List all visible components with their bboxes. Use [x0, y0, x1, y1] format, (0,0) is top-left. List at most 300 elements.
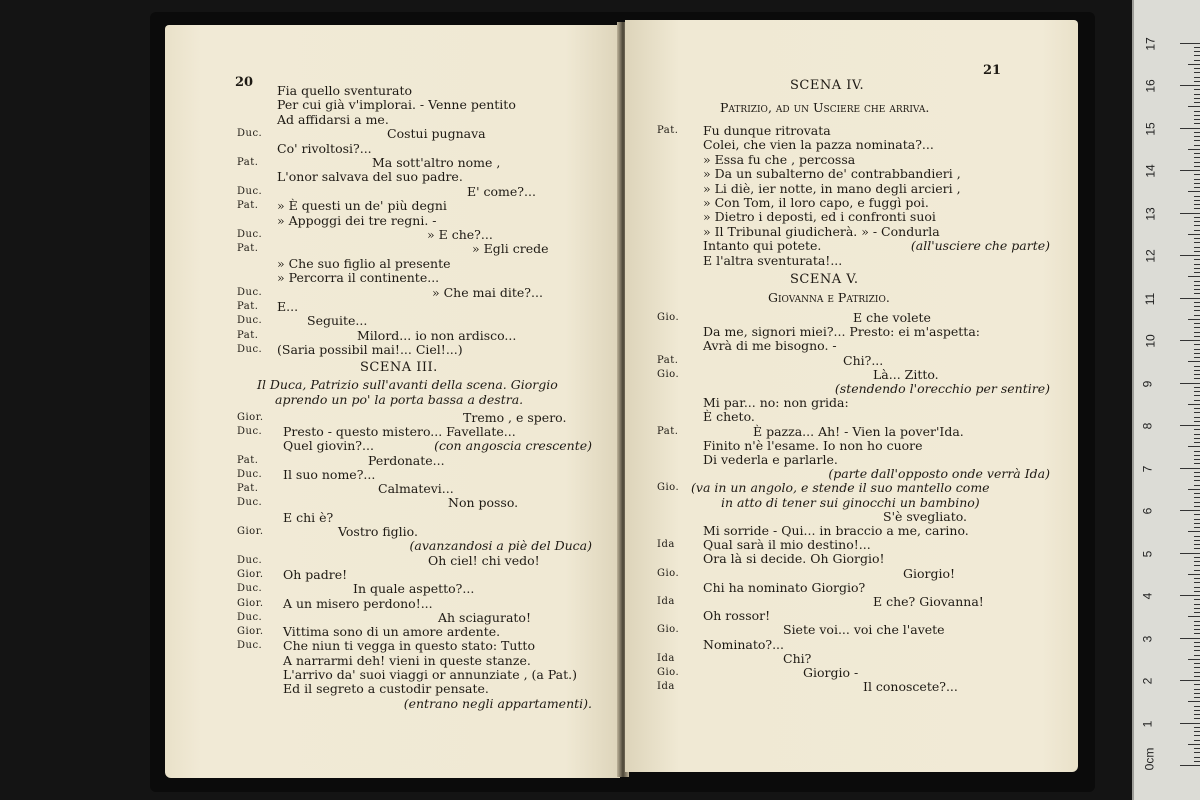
ruler-tick: [1194, 497, 1200, 498]
ruler-tick: [1194, 689, 1200, 690]
left-speaker: Duc.: [237, 344, 263, 356]
ruler-tick: [1194, 374, 1200, 375]
ruler-tick: [1180, 85, 1200, 86]
ruler-tick: [1194, 157, 1200, 158]
ruler-tick: [1194, 536, 1200, 537]
measuring-ruler: [1132, 0, 1200, 800]
ruler-tick: [1194, 672, 1200, 673]
right2-line: S'è svegliato.: [883, 508, 967, 524]
ruler-tick: [1194, 187, 1200, 188]
ruler-tick: [1194, 310, 1200, 311]
ruler-tick: [1194, 451, 1200, 452]
left-line: » Appoggi dei tre regni. -: [277, 212, 437, 228]
ruler-tick: [1194, 183, 1200, 184]
right2-line: E che volete: [853, 310, 931, 325]
ruler-tick: [1188, 276, 1200, 277]
ruler-tick: [1194, 370, 1200, 371]
right2-speaker: Gio.: [657, 482, 680, 494]
left-line: » Che mai dite?...: [432, 284, 543, 300]
ruler-tick: [1194, 162, 1200, 163]
ruler-tick: [1194, 140, 1200, 141]
ruler-tick: [1194, 676, 1200, 677]
left-line: » Egli crede: [472, 241, 549, 257]
left-line: (Saria possibil mai!... Ciel!...): [277, 342, 463, 358]
right2-speaker: Gio.: [657, 624, 680, 636]
left-speaker: Pat.: [237, 243, 259, 255]
ruler-tick: [1194, 642, 1200, 643]
right-line: » Da un subalterno de' contrabbandieri ,: [703, 166, 961, 182]
ruler-tick: [1188, 531, 1200, 532]
right2-line: Il conoscete?...: [863, 679, 958, 695]
left2-line: Calmatevi...: [378, 481, 454, 497]
left2-stage-note: (avanzandosi a piè del Duca): [409, 538, 592, 554]
left-speaker: Duc.: [237, 229, 263, 240]
ruler-tick: [1194, 98, 1200, 99]
ruler-tick: [1194, 608, 1200, 609]
ruler-tick: [1194, 650, 1200, 651]
ruler-tick: [1194, 693, 1200, 694]
ruler-number: 11: [1143, 292, 1158, 305]
ruler-tick: [1188, 191, 1200, 192]
ruler-tick: [1194, 166, 1200, 167]
ruler-tick: [1194, 434, 1200, 435]
right2-line: Di vederla e parlarle.: [703, 452, 838, 467]
ruler-tick: [1194, 523, 1200, 524]
scene-five-subheading: Giovanna e Patrizio.: [768, 290, 890, 305]
left2-line: Presto - questo mistero... Favellate...: [283, 423, 516, 439]
ruler-tick: [1188, 404, 1200, 405]
left-line: » Che suo figlio al presente: [277, 255, 451, 271]
right2-line: Da me, signori miei?... Presto: ei m'aspetta:: [703, 324, 980, 340]
ruler-tick: [1194, 438, 1200, 439]
ruler-tick: [1194, 395, 1200, 396]
ruler-tick: [1194, 646, 1200, 647]
left2-line: In quale aspetto?...: [353, 581, 475, 597]
right-line: » Con Tom, il loro capo, e fuggì poi.: [703, 195, 929, 210]
right2-line: Chi?...: [843, 352, 884, 368]
right2-speaker: Gio.: [657, 312, 680, 323]
ruler-tick: [1194, 476, 1200, 477]
left-page: [165, 25, 620, 778]
ruler-tick: [1194, 332, 1200, 333]
left2-line: Il suo nome?...: [283, 466, 376, 482]
ruler-tick: [1194, 115, 1200, 116]
ruler-tick: [1180, 765, 1200, 766]
left2-line: Non posso.: [448, 495, 519, 511]
left2-speaker: Gior.: [237, 626, 264, 638]
left2-stage-note: (con angoscia crescente): [434, 438, 592, 454]
ruler-tick: [1194, 153, 1200, 154]
left-speaker: Duc.: [237, 185, 263, 197]
right2-line: È pazza... Ah! - Vien la pover'Ida.: [753, 423, 964, 439]
left2-speaker: Duc.: [237, 468, 263, 480]
right2-speaker: Gio.: [657, 567, 680, 579]
left2-line: Che niun ti vegga in questo stato: Tutto: [283, 638, 535, 654]
ruler-tick: [1194, 217, 1200, 218]
ruler-number: 4: [1140, 592, 1155, 600]
ruler-tick: [1194, 757, 1200, 758]
ruler-tick: [1194, 502, 1200, 503]
left2-line: Ah sciagurato!: [438, 609, 531, 625]
left-line: Ma sott'altro nome ,: [372, 155, 501, 170]
left-line: L'onor salvava del suo padre.: [277, 169, 463, 185]
ruler-tick: [1194, 94, 1200, 95]
ruler-tick: [1194, 412, 1200, 413]
ruler-tick: [1194, 417, 1200, 418]
ruler-tick: [1194, 684, 1200, 685]
ruler-tick: [1194, 391, 1200, 392]
ruler-tick: [1194, 400, 1200, 401]
ruler-tick: [1194, 587, 1200, 588]
ruler-tick: [1194, 455, 1200, 456]
ruler-tick: [1194, 387, 1200, 388]
ruler-tick: [1180, 425, 1200, 426]
ruler-tick: [1188, 574, 1200, 575]
ruler-tick: [1194, 111, 1200, 112]
left2-speaker: Gior.: [237, 568, 264, 580]
ruler-number: 3: [1140, 635, 1155, 642]
ruler-number: 13: [1143, 206, 1158, 221]
left-speaker: Pat.: [237, 301, 259, 312]
scene-three-stage-direction: Il Duca, Patrizio sull'avanti della scena. Giorgio: [257, 376, 558, 392]
right2-speaker: Ida: [657, 596, 675, 607]
ruler-tick: [1194, 208, 1200, 209]
left-line: » Percorra il continente...: [277, 270, 440, 286]
right2-line: Siete voi... voi che l'avete: [783, 622, 945, 638]
left2-speaker: Gior.: [237, 411, 264, 423]
ruler-tick: [1194, 570, 1200, 571]
ruler-tick: [1194, 302, 1200, 303]
right-page-number: 21: [983, 63, 1002, 78]
left-line: Seguite...: [307, 313, 368, 329]
ruler-tick: [1194, 752, 1200, 753]
ruler-tick: [1194, 710, 1200, 711]
ruler-tick: [1188, 616, 1200, 617]
right2-speaker: Ida: [657, 681, 675, 693]
ruler-tick: [1194, 323, 1200, 324]
ruler-tick: [1194, 204, 1200, 205]
ruler-number: 5: [1140, 550, 1155, 557]
ruler-tick: [1194, 281, 1200, 282]
ruler-tick: [1188, 361, 1200, 362]
right-line: Intanto qui potete.: [703, 238, 822, 254]
left-line: Fia quello sventurato: [277, 83, 413, 98]
left2-line: A un misero perdono!...: [283, 595, 433, 611]
ruler-tick: [1194, 506, 1200, 507]
ruler-tick: [1194, 353, 1200, 354]
right-line: E l'altra sventurata!...: [703, 252, 843, 268]
ruler-tick: [1180, 170, 1200, 171]
ruler-tick: [1194, 81, 1200, 82]
right2-line: Avrà di me bisogno. -: [703, 338, 837, 354]
ruler-tick: [1194, 357, 1200, 358]
ruler-tick: [1188, 701, 1200, 702]
ruler-tick: [1194, 761, 1200, 762]
ruler-number: 1: [1140, 720, 1155, 727]
ruler-tick: [1194, 344, 1200, 345]
ruler-tick: [1194, 102, 1200, 103]
ruler-tick: [1194, 519, 1200, 520]
ruler-number: 12: [1143, 249, 1158, 263]
ruler-tick: [1180, 383, 1200, 384]
left2-line: E chi è?: [283, 509, 334, 525]
left2-speaker: Duc.: [237, 497, 263, 509]
ruler-tick: [1194, 366, 1200, 367]
ruler-tick: [1194, 527, 1200, 528]
right2-line: Qual sarà il mio destino!...: [703, 537, 871, 553]
ruler-unit-label: 0cm: [1142, 747, 1157, 771]
right-line: Colei, che vien la pazza nominata?...: [703, 137, 934, 153]
ruler-tick: [1180, 213, 1200, 214]
ruler-tick: [1180, 298, 1200, 299]
ruler-tick: [1194, 89, 1200, 90]
ruler-tick: [1188, 149, 1200, 150]
left2-line: Tremo , e spero.: [463, 409, 567, 425]
right-line: » Il Tribunal giudicherà. » - Condurla: [703, 223, 940, 239]
ruler-tick: [1194, 731, 1200, 732]
left-speaker: Duc.: [237, 315, 263, 327]
ruler-tick: [1194, 230, 1200, 231]
scene-four-heading: SCENA IV.: [790, 78, 865, 93]
ruler-tick: [1194, 480, 1200, 481]
left-speaker: Duc.: [237, 286, 263, 298]
ruler-tick: [1194, 238, 1200, 239]
ruler-tick: [1194, 633, 1200, 634]
ruler-tick: [1194, 123, 1200, 124]
ruler-tick: [1194, 663, 1200, 664]
left2-line: Ed il segreto a custodir pensate.: [283, 681, 489, 697]
ruler-tick: [1194, 625, 1200, 626]
left-line: E...: [277, 299, 299, 314]
right-line: » Essa fu che , percossa: [703, 151, 856, 167]
ruler-tick: [1194, 557, 1200, 558]
ruler-tick: [1194, 221, 1200, 222]
ruler-number: 6: [1140, 507, 1155, 515]
left2-speaker: Gior.: [237, 526, 264, 537]
ruler-tick: [1194, 591, 1200, 592]
ruler-tick: [1188, 659, 1200, 660]
ruler-tick: [1188, 446, 1200, 447]
ruler-tick: [1194, 565, 1200, 566]
right-line: » Li diè, ier notte, in mano degli arcieri ,: [703, 180, 961, 196]
ruler-tick: [1194, 60, 1200, 61]
ruler-tick: [1194, 315, 1200, 316]
left2-line: Oh ciel! chi vedo!: [428, 552, 540, 568]
ruler-tick: [1194, 718, 1200, 719]
ruler-number: 9: [1140, 380, 1155, 387]
ruler-tick: [1194, 179, 1200, 180]
ruler-tick: [1194, 55, 1200, 56]
ruler-tick: [1194, 336, 1200, 337]
left-line: Co' rivoltosi?...: [277, 140, 372, 156]
right2-line: Là... Zitto.: [873, 366, 939, 382]
ruler-tick: [1194, 629, 1200, 630]
right2-line: Finito n'è l'esame. Io non ho cuore: [703, 437, 923, 453]
ruler-tick: [1194, 604, 1200, 605]
ruler-tick: [1194, 493, 1200, 494]
ruler-tick: [1188, 106, 1200, 107]
right2-stage-note: (stendendo l'orecchio per sentire): [834, 381, 1050, 396]
ruler-tick: [1194, 285, 1200, 286]
ruler-tick: [1180, 468, 1200, 469]
ruler-tick: [1194, 349, 1200, 350]
left2-speaker: Gior.: [237, 597, 264, 609]
ruler-tick: [1180, 553, 1200, 554]
ruler-number: 15: [1143, 121, 1158, 136]
ruler-tick: [1194, 272, 1200, 273]
left-speaker: Pat.: [237, 157, 259, 168]
right2-line: E che? Giovanna!: [873, 594, 984, 609]
ruler-tick: [1194, 200, 1200, 201]
ruler-tick: [1194, 378, 1200, 379]
ruler-tick: [1194, 77, 1200, 78]
left2-stage-note: (entrano negli appartamenti).: [403, 695, 592, 711]
right2-line: Oh rossor!: [703, 608, 771, 624]
right-page: [625, 20, 1078, 772]
right-line: Fu dunque ritrovata: [703, 123, 831, 138]
left-line: Milord... io non ardisco...: [357, 327, 517, 343]
ruler-tick: [1194, 174, 1200, 175]
ruler-number: 14: [1143, 164, 1158, 178]
ruler-tick: [1194, 578, 1200, 579]
left-speaker: Pat.: [237, 329, 259, 341]
ruler-tick: [1194, 582, 1200, 583]
left2-line: Quel giovin?...: [283, 438, 374, 454]
right2-line: Nominato?...: [703, 636, 784, 652]
right2-line: Giorgio!: [903, 565, 956, 581]
ruler-tick: [1194, 735, 1200, 736]
right2-speaker: Ida: [657, 652, 675, 664]
ruler-tick: [1194, 421, 1200, 422]
right2-line: in atto di tener sui ginocchi un bambino): [721, 494, 980, 510]
left2-speaker: Duc.: [237, 640, 263, 652]
ruler-tick: [1194, 544, 1200, 545]
ruler-tick: [1180, 510, 1200, 511]
ruler-tick: [1180, 340, 1200, 341]
ruler-tick: [1194, 740, 1200, 741]
right2-line: Mi sorride - Qui... in braccio a me, carino.: [703, 523, 969, 538]
right2-line: Chi?: [783, 650, 812, 666]
right2-line: È cheto.: [703, 409, 755, 425]
left2-line: A narrarmi deh! vieni in queste stanze.: [283, 652, 531, 668]
left-speaker: Pat.: [237, 200, 259, 212]
ruler-tick: [1194, 72, 1200, 73]
ruler-tick: [1194, 655, 1200, 656]
ruler-number: 7: [1140, 465, 1155, 472]
left2-speaker: Duc.: [237, 583, 263, 595]
ruler-tick: [1194, 459, 1200, 460]
left-line: E' come?...: [467, 183, 536, 199]
left-line: Costui pugnava: [387, 126, 486, 142]
ruler-tick: [1194, 561, 1200, 562]
ruler-number: 2: [1140, 677, 1155, 685]
ruler-tick: [1194, 621, 1200, 622]
left-line: » È questi un de' più degni: [277, 198, 447, 214]
left2-speaker: Duc.: [237, 425, 263, 437]
ruler-tick: [1194, 429, 1200, 430]
left-line: Ad affidarsi a me.: [277, 111, 389, 127]
ruler-tick: [1194, 289, 1200, 290]
ruler-tick: [1194, 548, 1200, 549]
right2-stage-note: (parte dall'opposto onde verrà Ida): [828, 466, 1050, 482]
ruler-tick: [1180, 43, 1200, 44]
left2-speaker: Pat.: [237, 454, 259, 466]
right2-speaker: Gio.: [657, 667, 680, 678]
ruler-tick: [1194, 408, 1200, 409]
ruler-tick: [1194, 306, 1200, 307]
ruler-tick: [1180, 255, 1200, 256]
ruler-tick: [1194, 68, 1200, 69]
ruler-tick: [1194, 145, 1200, 146]
ruler-tick: [1194, 268, 1200, 269]
right2-speaker: Ida: [657, 539, 675, 551]
left-line: » E che?...: [427, 227, 493, 242]
scene-three-stage-direction: aprendo un po' la porta bassa a destra.: [275, 391, 524, 407]
left2-speaker: Duc.: [237, 554, 263, 566]
ruler-tick: [1180, 638, 1200, 639]
ruler-tick: [1194, 485, 1200, 486]
ruler-number: 8: [1140, 422, 1155, 430]
ruler-tick: [1194, 225, 1200, 226]
ruler-number: 16: [1143, 79, 1158, 93]
scene-three-heading: SCENA III.: [360, 359, 438, 375]
right2-speaker: Pat.: [657, 354, 679, 366]
ruler-number: 17: [1143, 36, 1158, 51]
ruler-tick: [1194, 463, 1200, 464]
ruler-tick: [1180, 595, 1200, 596]
left-line: Per cui già v'implorai. - Venne pentito: [277, 97, 516, 113]
ruler-tick: [1194, 259, 1200, 260]
scene-four-subheading: Patrizio, ad un Usciere che arriva.: [720, 100, 930, 115]
ruler-tick: [1194, 612, 1200, 613]
ruler-number: 10: [1143, 334, 1158, 348]
right2-line: Chi ha nominato Giorgio?: [703, 579, 866, 595]
ruler-tick: [1194, 472, 1200, 473]
ruler-tick: [1194, 47, 1200, 48]
right2-line: Ora là si decide. Oh Giorgio!: [703, 551, 885, 567]
right2-line: (va in un angolo, e stende il suo mantello come: [691, 480, 990, 496]
ruler-tick: [1194, 599, 1200, 600]
ruler-tick: [1188, 64, 1200, 65]
ruler-tick: [1194, 327, 1200, 328]
right-stage-note: (all'usciere che parte): [910, 238, 1050, 254]
ruler-tick: [1194, 247, 1200, 248]
ruler-tick: [1180, 680, 1200, 681]
ruler-tick: [1194, 132, 1200, 133]
left2-line: Vittima sono di un amore ardente.: [283, 624, 501, 640]
ruler-tick: [1188, 234, 1200, 235]
ruler-tick: [1194, 697, 1200, 698]
ruler-tick: [1194, 251, 1200, 252]
right-speaker: Pat.: [657, 125, 679, 136]
left-speaker: Duc.: [237, 128, 263, 140]
scene-five-heading: SCENA V.: [790, 272, 859, 287]
left2-line: Perdonate...: [368, 452, 445, 468]
ruler-tick: [1194, 540, 1200, 541]
left2-speaker: Duc.: [237, 611, 263, 623]
left-page-number: 20: [235, 75, 254, 90]
ruler-tick: [1194, 196, 1200, 197]
ruler-tick: [1194, 51, 1200, 52]
ruler-tick: [1194, 748, 1200, 749]
ruler-tick: [1194, 136, 1200, 137]
left2-line: Oh padre!: [283, 566, 348, 582]
left2-line: L'arrivo da' suoi viaggi or annunziate , (a Pat.): [283, 667, 577, 682]
right2-speaker: Pat.: [657, 425, 679, 437]
ruler-tick: [1188, 489, 1200, 490]
ruler-tick: [1194, 442, 1200, 443]
ruler-tick: [1194, 714, 1200, 715]
